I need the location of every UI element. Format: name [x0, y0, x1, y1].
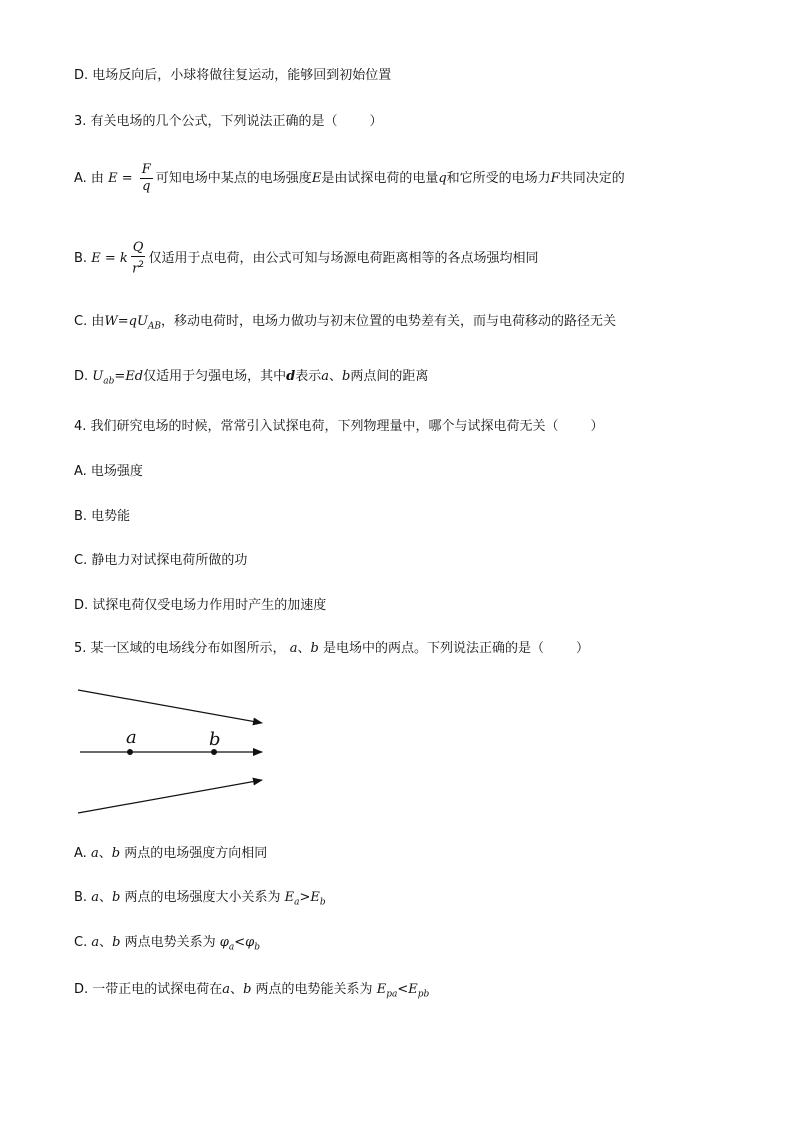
option-prefix: D.	[74, 369, 89, 384]
symbol-phi: φ	[245, 935, 255, 950]
option-prefix: A.	[74, 846, 87, 861]
subscript: ab	[103, 376, 115, 387]
label-a: a	[126, 727, 137, 748]
formula-lhs: E	[91, 251, 101, 267]
formula-eq: =	[121, 171, 133, 186]
separator: 、	[230, 982, 244, 997]
option-text: 两点的电势能关系为	[255, 982, 373, 997]
symbol-e: E	[310, 890, 320, 905]
label-b: b	[209, 729, 221, 750]
separator: 、	[98, 846, 112, 861]
option-text: 、	[329, 369, 343, 384]
subscript: a	[294, 897, 300, 908]
symbol-e: E	[408, 982, 418, 997]
fraction-den: q	[142, 179, 151, 194]
option-text: 两点的电场强度方向相同	[124, 846, 268, 861]
q5-option-d	[74, 981, 429, 1004]
symbol-a: a	[222, 982, 231, 997]
q3-option-a	[74, 162, 625, 195]
symbol-a: a	[91, 890, 99, 905]
q4-option-c: C. 静电力对试探电荷所做的功	[74, 553, 248, 568]
subscript: b	[319, 897, 326, 908]
option-text: 两点间的距离	[350, 369, 429, 384]
q3-stem	[74, 113, 383, 131]
fraction-num: F	[141, 162, 151, 177]
q3-option-d	[74, 368, 428, 391]
q4-option-a: A. 电场强度	[74, 464, 143, 479]
option-text: 仅适用于匀强电场，其中	[143, 369, 287, 384]
option-text: ，移动电荷时，电场力做功与初末位置的电势差有关，而与电荷移动的路径无关	[161, 314, 617, 329]
separator: 、	[99, 935, 113, 950]
q4-option-b: B. 电势能	[74, 509, 131, 524]
operator: >	[299, 890, 311, 905]
option-text: 是由试探电荷的电量	[321, 171, 439, 186]
symbol-a: a	[289, 641, 298, 656]
formula-lhs: E	[108, 171, 118, 186]
symbol-ed: Ed	[125, 369, 144, 384]
q5-option-c	[74, 934, 260, 957]
q3-option-c	[74, 313, 616, 336]
symbol-w: W	[104, 314, 118, 329]
q5-stem-close: ）	[575, 641, 589, 656]
fraction-den: r	[132, 261, 139, 277]
symbol-a: a	[91, 935, 100, 950]
operator: <	[234, 935, 246, 950]
formula-eq: =	[117, 314, 129, 329]
fraction-f-over-q	[140, 162, 153, 195]
option-text: 可知电场中某点的电场强度	[155, 171, 312, 186]
formula-eq: =	[114, 369, 126, 384]
symbol-u: U	[92, 369, 104, 384]
separator: 、	[297, 641, 311, 656]
subscript: pb	[417, 989, 430, 1000]
symbol-b: b	[243, 982, 252, 997]
q4-option-d: D. 试探电荷仅受电场力作用时产生的加速度	[74, 598, 327, 613]
symbol-d: d	[286, 369, 296, 384]
field-line-top	[78, 690, 262, 723]
option-prefix: B.	[74, 251, 88, 267]
symbol-a: a	[321, 369, 330, 384]
option-prefix: C. 由	[74, 314, 105, 329]
q5-stem-text: 是电场中的两点。下列说法正确的是（	[322, 641, 544, 656]
q3-stem-close: ）	[369, 114, 383, 129]
symbol-phi: φ	[219, 935, 229, 950]
fraction-num: Q	[132, 240, 144, 255]
symbol-b: b	[342, 369, 351, 384]
field-line-bottom	[78, 780, 262, 813]
symbol-e: E	[311, 171, 322, 186]
symbol-b: b	[111, 846, 121, 861]
q4-stem-close: ）	[590, 419, 604, 434]
q5-option-b	[74, 889, 326, 912]
symbol-k: k	[119, 251, 128, 267]
symbol-qu: qU	[128, 314, 148, 329]
q3-option-b	[74, 240, 538, 277]
q5-stem-text: 5. 某一区域的电场线分布如图所示，	[74, 641, 286, 656]
fraction-q-over-r2	[131, 240, 146, 277]
q4-stem	[74, 418, 604, 436]
option-prefix: C.	[74, 935, 88, 950]
option-text: 两点的电场强度大小关系为	[124, 890, 281, 905]
option-text: 和它所受的电场力	[446, 171, 551, 186]
subscript: a	[228, 942, 235, 953]
option-prefix: D. 一带正电的试探电荷在	[74, 982, 223, 997]
q3-stem-text: 3. 有关电场的几个公式，下列说法正确的是（	[74, 114, 338, 129]
symbol-a: a	[90, 846, 99, 861]
q5-stem	[74, 640, 589, 658]
option-text: 仅适用于点电荷，由公式可知与场源电荷距离相等的各点场强均相同	[148, 251, 539, 267]
option-text: 两点电势关系为	[124, 935, 216, 950]
exponent: 2	[138, 260, 145, 270]
operator: <	[397, 982, 409, 997]
option-text: 共同决定的	[559, 171, 625, 186]
subscript: pa	[386, 989, 398, 1000]
symbol-q: q	[438, 171, 447, 186]
symbol-b: b	[310, 641, 319, 656]
q4-stem-text: 4. 我们研究电场的时候，常常引入试探电荷，下列物理量中，哪个与试探电荷无关（	[74, 419, 559, 434]
symbol-f: F	[550, 171, 560, 186]
formula-eq: =	[104, 251, 116, 267]
symbol-e: E	[376, 982, 387, 997]
q5-option-a	[74, 845, 267, 863]
subscript: b	[254, 942, 261, 953]
q2-option-d: D. 电场反向后，小球将做往复运动，能够回到初始位置	[74, 68, 392, 83]
option-prefix: A. 由	[74, 171, 104, 186]
symbol-b: b	[111, 890, 121, 905]
electric-field-lines-figure	[72, 678, 272, 820]
subscript: AB	[147, 321, 162, 332]
option-prefix: B.	[74, 890, 88, 905]
point-a	[127, 749, 133, 755]
separator: 、	[98, 890, 112, 905]
symbol-b: b	[112, 935, 121, 950]
symbol-e: E	[284, 890, 295, 905]
option-text: 表示	[295, 369, 322, 384]
